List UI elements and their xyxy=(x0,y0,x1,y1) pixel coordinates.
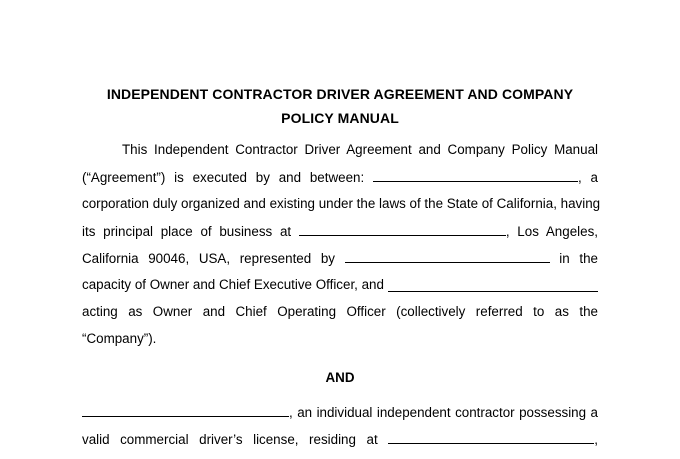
paragraph-1-line-5 xyxy=(82,250,598,267)
principal-place-text: its principal place of business at xyxy=(82,224,292,239)
business-address-blank[interactable] xyxy=(299,223,506,236)
document-title-line-2: POLICY MANUAL xyxy=(281,110,399,126)
paragraph-1-line-4 xyxy=(82,223,598,240)
paragraph-2-line-2 xyxy=(82,431,598,448)
agreement-intro-text: (“Agreement”) is executed by and between: xyxy=(82,170,365,185)
represented-by-text: California 90046, USA, represented by xyxy=(82,251,335,266)
los-angeles-text: , Los Angeles, xyxy=(505,224,598,239)
paragraph-1-line-6 xyxy=(82,277,598,293)
and-heading: AND xyxy=(325,370,355,385)
company-name-blank[interactable] xyxy=(373,169,578,182)
paragraph-1-line-7-text: acting as Owner and Chief Operating Officer (collectively referred to as the xyxy=(82,304,598,319)
paragraph-1-line-7 xyxy=(82,304,598,320)
paragraph-1-line-8 xyxy=(82,331,598,347)
paragraph-1-line-1-text: This Independent Contractor Driver Agreement and Company Policy Manual xyxy=(122,142,598,157)
in-the-text: in the xyxy=(559,251,598,266)
paragraph-1-line-2 xyxy=(82,169,598,186)
company-definition-text: “Company”). xyxy=(82,331,157,346)
contractor-name-blank[interactable] xyxy=(82,404,289,417)
license-residing-text: valid commercial driver’s license, residing at xyxy=(82,432,378,447)
document-title-line-1: INDEPENDENT CONTRACTOR DRIVER AGREEMENT AND COMPANY xyxy=(106,86,574,102)
paragraph-2-line-1 xyxy=(82,404,598,421)
capacity-text: capacity of Owner and Chief Executive Officer, and xyxy=(82,277,384,292)
contractor-address-blank[interactable] xyxy=(388,431,594,444)
comma-a-text: , a xyxy=(578,170,598,185)
paragraph-1-line-1 xyxy=(122,142,598,158)
paragraph-1-line-3-text: corporation duly organized and existing under the laws of the State of California, having xyxy=(82,196,601,211)
paragraph-1-line-3 xyxy=(82,196,601,212)
comma-b-text: , xyxy=(594,432,598,447)
coo-name-blank[interactable] xyxy=(388,279,598,292)
contractor-intro-text: , an individual independent contractor possessing a xyxy=(289,405,598,420)
ceo-name-blank[interactable] xyxy=(345,250,550,263)
